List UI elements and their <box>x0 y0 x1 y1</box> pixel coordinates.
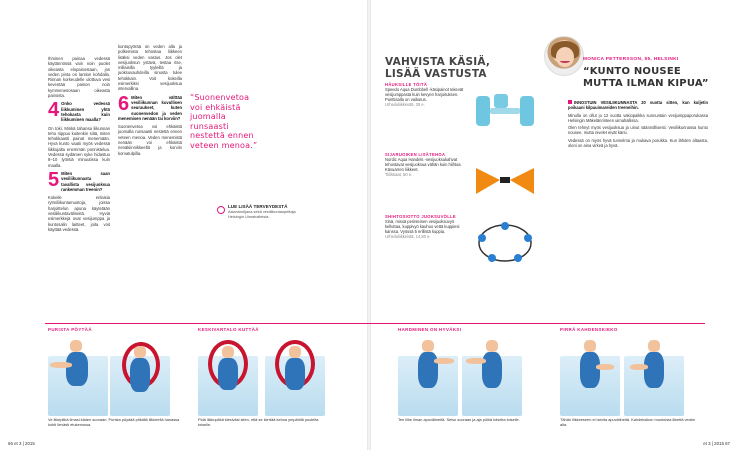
pull-quote: “Suonenvetoa voi ehkäistä juomalla runsaasti nestettä ennen veteen menoa.” <box>190 93 258 150</box>
story-paragraph-1: Minulla on ollut jo 12 vuotta vakiopaikka sunnuntain vesijumppaporukassa Helsingin Mäkelänrinteen uimahallissa. <box>568 112 708 123</box>
exercise-illustration-3 <box>198 336 258 416</box>
cup-belt-image <box>470 218 540 268</box>
strip-heading-2: KESKIVARTALO KUTTÄÄ <box>198 327 259 332</box>
strip-heading-1: PURISTA PÖYTÄÄ <box>48 327 92 332</box>
product-3-title: SHIHTOSIOTTO JUOKSUVÖLLE <box>385 214 457 219</box>
faq-4 <box>48 101 110 122</box>
product-1-title: HÄUKSILLE TÖITÄ <box>385 82 428 87</box>
exercise-caption-4: Tähän liikkeeseen ei tarvita apuvälineitä. Kahdeksikon muotoista liikettä veden alla. <box>560 417 696 427</box>
faq-6 <box>118 92 182 121</box>
product-3 <box>385 214 465 239</box>
exercise-illustration-7 <box>560 336 620 416</box>
product-2-text: Nordic Aqua Handels -vesijuoksukahvat tehostavat vesijuoksua vähän kuin hiihtoa. Kävuarren liikkeet. <box>385 157 462 172</box>
story-lead: INNOSTUIN VESILIIKUNNASTA 20 vuotta sitten, kun kuljetin poikaani kilpauimareiden treeneihin. <box>568 100 708 111</box>
faq-4-number: 4 <box>48 99 60 122</box>
intro-paragraph: Ihminen painaa vedessä käytännössä vain noin puolet oikeasta elopainostaan, jos veden pinta on lantion kohdalla. Rinnan korkeudelle ulottuva vesi keventää painon noin kymmenesosaan oikeasta painosta. <box>48 56 110 99</box>
product-1-info: Urheiluliikkeistä, 28 e. <box>385 102 425 107</box>
exercise-illustration-4 <box>265 336 325 416</box>
exercise-caption-3: Tee liike ilman apuvälineitä. Seiso suoraan ja aja pölkä toiselta toiselle. <box>398 417 520 422</box>
bullet-icon <box>568 100 572 104</box>
faq-6-number: 6 <box>118 92 130 115</box>
product-1-text: Speedo Aqua Dumbbell -käsipainot tekevät vesijumppasta kuin kevyen harjoituksen. Punttisalla on vaikutus. <box>385 87 464 102</box>
page-title: VAHVISTA KÄSIÄ, LISÄÄ VASTUSTA <box>385 56 491 80</box>
faq-6-question: Miten välttää vesiliikunnan kuvullisen seuraukset, kuten suonenvedon ja veden menemisen nenään tai korviin? <box>118 94 182 121</box>
story-paragraph-2: Olen tehnyt myös vesijuoksua ja uinut säännöllisesti. Vesiliikunnassa kunto nousee, mutta nivelet eivät kärsi. <box>568 125 708 136</box>
product-3-info: Urheiluliikkeistä, 14,50 e. <box>385 234 431 239</box>
exercise-illustration-2 <box>110 336 170 416</box>
folio-right: et 3 | 2015 67 <box>703 441 730 446</box>
faq-5-question: Miten saan vesiliikunnasta tavallista vesijuoksua rankemman treenin? <box>61 170 110 192</box>
dumbbell-image <box>470 90 540 132</box>
exercise-illustration-8 <box>624 336 684 416</box>
product-2-title: SIJARUOIKEN LISÄTEHOA <box>385 152 446 157</box>
avatar <box>544 36 584 76</box>
faq-6-answer: Suonenvetoa voi ehkäistä juomalla runsaasti nestettä ennen veteen menoa. Veden menemistä nenään voi ehkäistä nenäkiinnikkeellä ja korviin korvatulpilla. <box>118 124 182 156</box>
strip-divider <box>45 323 705 324</box>
faq-4-answer: On toki. Minkä tahansa liikunnan teho riippuu kuitenkin siitä, miten tehokkaasti painat menemään. Hyvä kunto vaatii myös vedessä liikkujalta enemmän ponnistelua. Vedessä sydämen syke hidastuu 8–10 lyöntiä minuutissa kuin maalla. <box>48 125 110 168</box>
col2-top: kuntopyörää on veden alla ja polkemista tehostaa liikkeen lisäksi veden vastus. Jos olet vesijuoksun ystävä, testaa itse, millaisilla tyyleillä ja juoksuvauhdeilla sinusta tulee tehokkain. Voit kokeilla esimerkiksi vesijuoksua intervallina. <box>118 44 182 92</box>
exercise-illustration-1 <box>48 336 108 416</box>
aqua-handles-image <box>470 160 540 200</box>
strip-heading-3: HARDMINEN ON HYVÄKSI <box>398 327 462 332</box>
folio-left: 66 et 3 | 2015 <box>8 441 35 446</box>
product-3-text: Sinä, missä perinteinen vesijuoksuvyö kelluttaa, kuppivyö kauhoo vettä kuppiesi kanssa. Vyössä 5 erillistä kuppia. <box>385 219 460 234</box>
exercise-illustration-5 <box>398 336 458 416</box>
person-quote: “KUNTO NOUSEE MUTTA ILMAN KIPUA” <box>583 66 709 89</box>
read-more-box <box>228 205 298 219</box>
read-more-title: LUE LISÄÄ TERVEYDESTÄ <box>228 204 288 209</box>
left-column-1 <box>48 56 110 235</box>
page-gutter <box>367 0 371 450</box>
person-name: MONICA PETTERSSON, 55, HELSINKI <box>583 57 679 62</box>
product-2 <box>385 152 465 177</box>
faq-5-answer: Kokeile erilaisia rytmiliikuntamuotoja, joissa harjoittelun apuna käytetään vesiliikuntavälineitä. Hyviä esimerkkejä ovat vesijumppa ja kuntosalin laitteet, joita voit käyttää vedessä. <box>48 195 110 232</box>
heart-icon <box>217 206 225 214</box>
person-story <box>568 100 708 151</box>
product-2-info: Tiilikkaat, 50 e. <box>385 172 413 177</box>
exercise-caption-2: Pidä liikkupitkä kiesiväsi siten, että se kiertää kehoa ympärillä puolelta toiselle. <box>198 417 319 427</box>
exercise-caption-1: Ve liikepitkä ilmasi käden suoraan. Purista pöydää pitkällä liikkeellä hanassa kohti lievästi etukenossa. <box>48 417 180 427</box>
product-1 <box>385 82 465 107</box>
read-more-text: Asiantuntijana sekä vesiliikuntaopettaja Helsingin Uimahalleista. <box>228 208 296 219</box>
strip-heading-4: PIRRÄ KAHDENSKIEKO <box>560 327 618 332</box>
left-column-2 <box>118 44 182 159</box>
faq-5 <box>48 168 110 192</box>
faq-4-question: Onko vedessä liikkuminen yhtä tehokasta kuin liikkuminen maalla? <box>61 101 110 123</box>
exercise-illustration-6 <box>462 336 522 416</box>
story-paragraph-3: Vedessä on myös hyvä tunnelma ja mukava porukka. Kun lähden altaasta, oloni on aina virkeä ja hyvä. <box>568 138 708 149</box>
faq-5-number: 5 <box>48 168 60 191</box>
